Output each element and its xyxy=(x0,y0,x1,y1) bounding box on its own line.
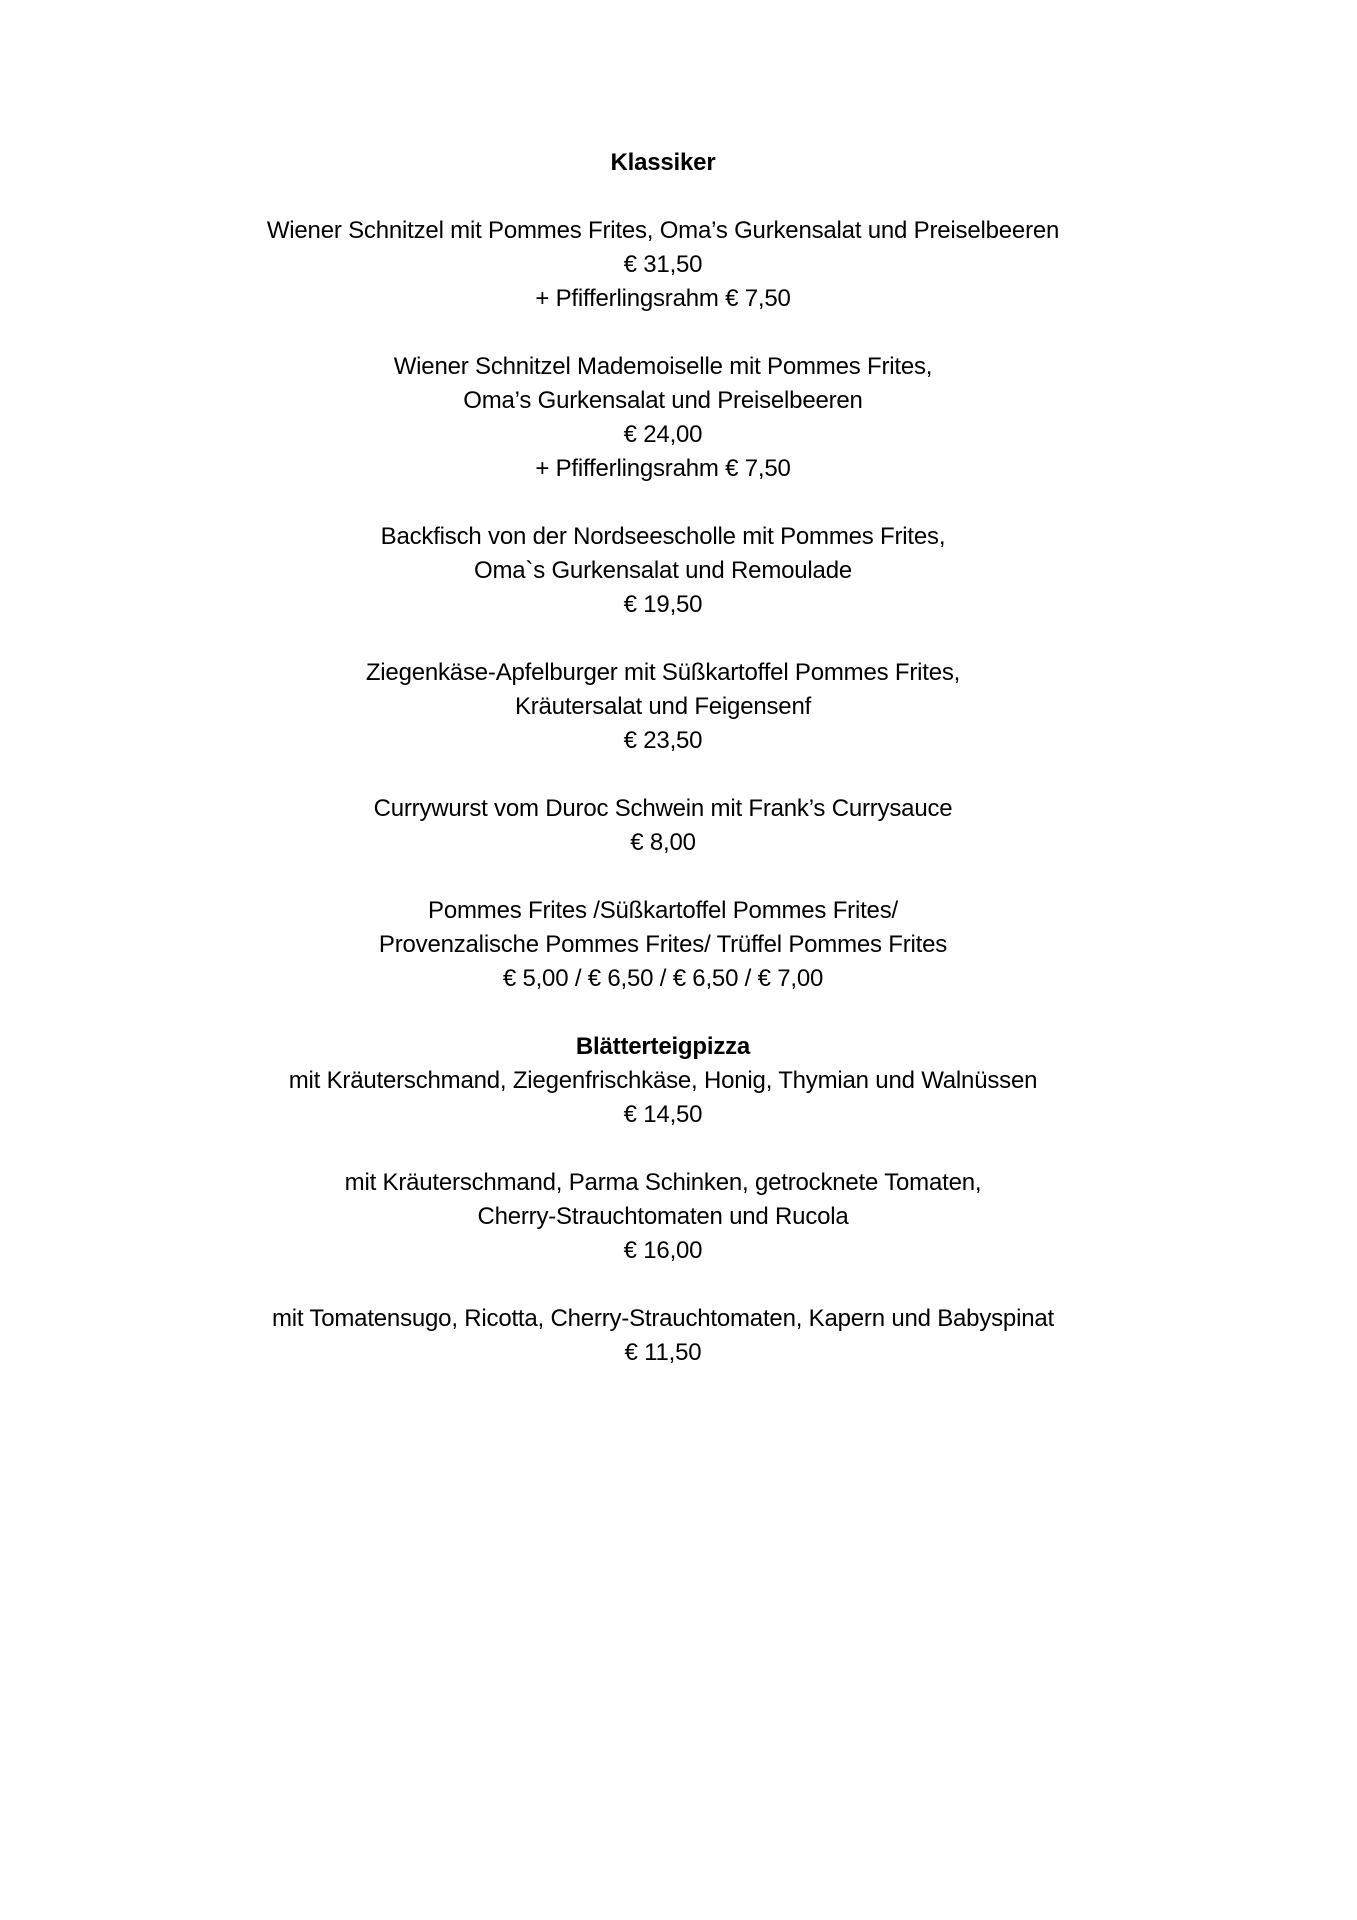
menu-paragraph xyxy=(0,656,1326,758)
item-description-line: Currywurst vom Duroc Schwein mit Frank’s Currysauce xyxy=(373,795,953,822)
menu-paragraph xyxy=(0,146,1326,180)
menu-paragraph xyxy=(0,1302,1326,1370)
item-description-line: Oma`s Gurkensalat und Remoulade xyxy=(474,557,852,584)
item-addon-price: + Pfifferlingsrahm € 7,50 xyxy=(535,455,791,482)
menu-paragraph xyxy=(0,1166,1326,1268)
section-heading: Klassiker xyxy=(610,149,716,176)
item-price: € 24,00 xyxy=(623,421,703,448)
item-price: € 8,00 xyxy=(630,829,696,856)
item-description-line: Pommes Frites /Süßkartoffel Pommes Frites/ xyxy=(428,897,898,924)
menu-paragraph xyxy=(0,214,1326,316)
item-price: € 11,50 xyxy=(624,1339,702,1366)
item-addon-price: + Pfifferlingsrahm € 7,50 xyxy=(535,285,791,312)
item-price: € 16,00 xyxy=(623,1237,703,1264)
item-description-line: Ziegenkäse-Apfelburger mit Süßkartoffel Pommes Frites, xyxy=(365,659,961,686)
item-price: € 5,00 / € 6,50 / € 6,50 / € 7,00 xyxy=(502,965,824,992)
menu-paragraph xyxy=(0,1030,1326,1132)
item-description-line: Oma’s Gurkensalat und Preiselbeeren xyxy=(463,387,863,414)
item-description-line: mit Tomatensugo, Ricotta, Cherry-Strauchtomaten, Kapern und Babyspinat xyxy=(272,1305,1054,1332)
item-price: € 31,50 xyxy=(623,251,703,278)
menu-paragraph xyxy=(0,350,1326,486)
menu-paragraph xyxy=(0,792,1326,860)
menu-paragraph xyxy=(0,520,1326,622)
item-description-line: Wiener Schnitzel mit Pommes Frites, Oma’s Gurkensalat und Preiselbeeren xyxy=(266,217,1060,244)
item-description-line: Wiener Schnitzel Mademoiselle mit Pommes Frites, xyxy=(393,353,933,380)
item-description-line: Cherry-Strauchtomaten und Rucola xyxy=(477,1203,849,1230)
section-heading: Blätterteigpizza xyxy=(575,1033,751,1060)
item-description-line: mit Kräuterschmand, Ziegenfrischkäse, Honig, Thymian und Walnüssen xyxy=(288,1067,1038,1094)
item-description-line: Kräutersalat und Feigensenf xyxy=(514,693,812,720)
item-description-line: Backfisch von der Nordseescholle mit Pommes Frites, xyxy=(380,523,946,550)
item-description-line: Provenzalische Pommes Frites/ Trüffel Pommes Frites xyxy=(378,931,948,958)
item-price: € 19,50 xyxy=(623,591,703,618)
item-price: € 14,50 xyxy=(623,1101,703,1128)
item-description-line: mit Kräuterschmand, Parma Schinken, getrocknete Tomaten, xyxy=(344,1169,982,1196)
item-price: € 23,50 xyxy=(623,727,703,754)
menu-paragraph xyxy=(0,894,1326,996)
